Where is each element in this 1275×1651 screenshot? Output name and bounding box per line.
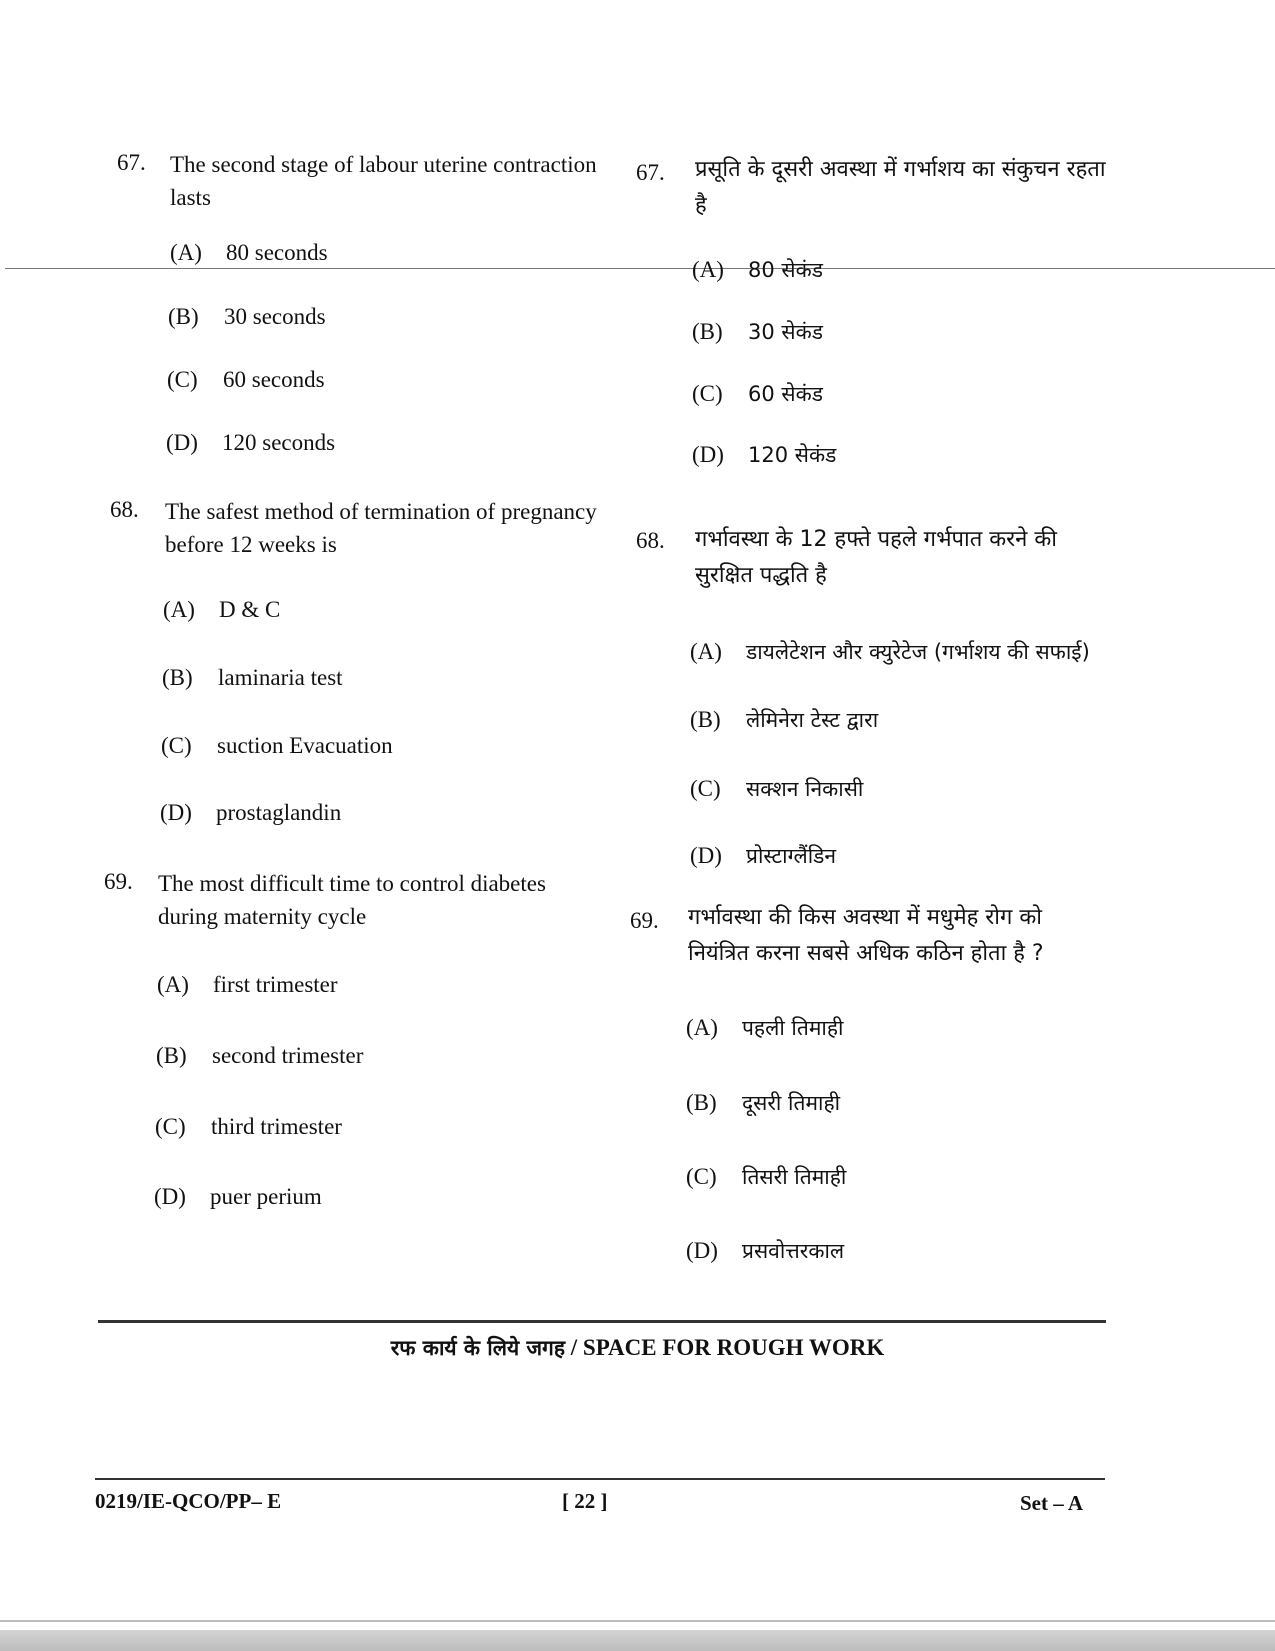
- option-label: (B): [692, 319, 723, 344]
- rough-work-hindi: रफ कार्य के लिये जगह: [390, 1336, 566, 1360]
- option-text: puer perium: [210, 1184, 322, 1209]
- option-label: (A): [690, 639, 722, 664]
- rough-work-separator: /: [565, 1335, 583, 1360]
- question-text: गर्भावस्था के 12 हफ्ते पहले गर्भपात करने की सुरक्षित पद्धति है: [695, 527, 1057, 588]
- page-number: [ 22 ]: [562, 1489, 608, 1513]
- question-text: गर्भावस्था की किस अवस्था में मधुमेह रोग को नियंत्रित करना सबसे अधिक कठिन होता है ?: [688, 905, 1044, 966]
- option-text: लेमिनेरा टेस्ट द्वारा: [746, 708, 879, 732]
- option-d: [154, 1184, 322, 1210]
- footer-rule: [95, 1478, 1105, 1480]
- option-text: प्रोस्टाग्लैंडिन: [746, 844, 837, 868]
- option-text: prostaglandin: [216, 800, 342, 825]
- paper-code: 0219/IE-QCO/PP– E: [95, 1489, 282, 1513]
- scan-rule: [5, 268, 1275, 269]
- rough-work-top-rule: [98, 1320, 1106, 1323]
- option-text: second trimester: [212, 1043, 364, 1068]
- option-a: [692, 256, 823, 284]
- option-text: दूसरी तिमाही: [742, 1091, 841, 1115]
- option-a: [163, 597, 280, 623]
- option-label: (B): [156, 1043, 187, 1068]
- scan-edge: [0, 1630, 1275, 1651]
- question-number: 68.: [110, 497, 139, 522]
- option-label: (A): [170, 240, 202, 265]
- rough-work-heading: [0, 1334, 1275, 1362]
- option-label: (A): [686, 1015, 718, 1040]
- set-label: Set – A: [1020, 1491, 1083, 1515]
- option-label: (B): [686, 1090, 717, 1115]
- option-b: [686, 1089, 840, 1117]
- option-text: 80 seconds: [226, 240, 328, 265]
- option-a: [690, 638, 1090, 666]
- option-c: [161, 733, 393, 759]
- option-text: D & C: [219, 597, 281, 622]
- option-label: (C): [686, 1164, 717, 1189]
- option-c: [686, 1163, 846, 1191]
- option-label: (D): [154, 1184, 186, 1209]
- option-text: 80 सेकंड: [748, 258, 823, 282]
- option-label: (B): [168, 304, 199, 329]
- option-b: [692, 318, 823, 346]
- question-text: The safest method of termination of pregnancy before 12 weeks is: [165, 499, 597, 557]
- option-text: प्रसवोत्तरकाल: [742, 1239, 845, 1263]
- option-text: 120 seconds: [222, 430, 336, 455]
- option-a: [157, 972, 338, 998]
- option-text: पहली तिमाही: [742, 1016, 844, 1040]
- option-b: [690, 706, 878, 734]
- option-label: (B): [690, 707, 721, 732]
- rough-work-english: SPACE FOR ROUGH WORK: [582, 1335, 885, 1360]
- option-label: (C): [167, 367, 198, 392]
- option-text: suction Evacuation: [217, 733, 393, 758]
- option-text: third trimester: [211, 1114, 342, 1139]
- option-c: [690, 775, 863, 803]
- option-label: (A): [163, 597, 195, 622]
- question-number: 69.: [104, 869, 133, 894]
- option-label: (A): [692, 257, 724, 282]
- option-c: [155, 1114, 342, 1140]
- question-number: 68.: [636, 528, 665, 553]
- option-b: [156, 1043, 363, 1069]
- option-label: (C): [161, 733, 192, 758]
- option-text: first trimester: [213, 972, 338, 997]
- option-label: (C): [692, 381, 723, 406]
- option-label: (D): [166, 430, 198, 455]
- option-d: [692, 441, 836, 469]
- question-number: 67.: [117, 150, 146, 175]
- option-label: (D): [686, 1238, 718, 1263]
- option-label: (C): [690, 776, 721, 801]
- question-number: 69.: [630, 908, 659, 933]
- option-b: [162, 665, 343, 691]
- option-d: [166, 430, 335, 456]
- option-label: (C): [155, 1114, 186, 1139]
- option-d: [160, 800, 341, 826]
- question-text: The second stage of labour uterine contraction lasts: [170, 152, 597, 210]
- option-label: (D): [692, 442, 724, 467]
- option-text: तिसरी तिमाही: [742, 1165, 847, 1189]
- option-a: [170, 240, 328, 266]
- scan-edge: [0, 1620, 1275, 1622]
- option-text: laminaria test: [218, 665, 343, 690]
- question-number: 67.: [636, 160, 665, 185]
- option-text: 60 seconds: [223, 367, 325, 392]
- option-label: (D): [690, 843, 722, 868]
- option-c: [692, 380, 823, 408]
- option-label: (A): [157, 972, 189, 997]
- option-label: (B): [162, 665, 193, 690]
- option-text: डायलेटेशन और क्युरेटेज (गर्भाशय की सफाई): [746, 640, 1090, 664]
- option-label: (D): [160, 800, 192, 825]
- option-text: 30 seconds: [224, 304, 326, 329]
- option-text: 120 सेकंड: [748, 443, 837, 467]
- option-d: [690, 842, 836, 870]
- option-text: 60 सेकंड: [748, 382, 823, 406]
- option-text: सक्शन निकासी: [746, 777, 864, 801]
- option-a: [686, 1014, 843, 1042]
- option-d: [686, 1237, 844, 1265]
- option-b: [168, 304, 326, 330]
- option-text: 30 सेकंड: [748, 320, 823, 344]
- question-text: The most difficult time to control diabetes during maternity cycle: [158, 871, 546, 929]
- option-c: [167, 367, 325, 393]
- question-text: प्रसूति के दूसरी अवस्था में गर्भाशय का संकुचन रहता है: [695, 157, 1106, 218]
